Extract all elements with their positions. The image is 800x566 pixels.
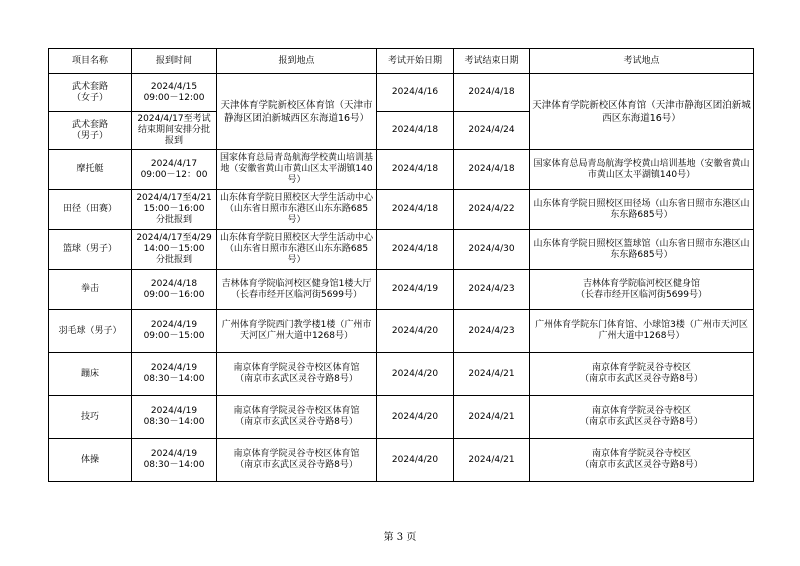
cell-project-name: 武术套路 （女子） bbox=[49, 74, 132, 112]
cell-report-time: 2024/4/19 08:30－14:00 bbox=[132, 353, 217, 396]
cell-exam-start: 2024/4/20 bbox=[377, 396, 454, 439]
cell-project-name: 技巧 bbox=[49, 396, 132, 439]
header-report-place: 报到地点 bbox=[217, 49, 377, 74]
cell-exam-place: 山东体育学院日照校区田径场（山东省日照市东港区山东东路685号） bbox=[530, 190, 754, 230]
cell-report-place: 山东体育学院日照校区大学生活动中心（山东省日照市东港区山东东路685号） bbox=[217, 190, 377, 230]
exam-schedule-table bbox=[48, 48, 754, 482]
cell-exam-place: 南京体育学院灵谷寺校区 （南京市玄武区灵谷寺路8号） bbox=[530, 439, 754, 482]
cell-exam-place: 国家体育总局青岛航海学校黄山培训基地（安徽省黄山市黄山区太平湖镇140号） bbox=[530, 150, 754, 190]
cell-exam-end: 2024/4/21 bbox=[454, 353, 530, 396]
cell-exam-start: 2024/4/19 bbox=[377, 270, 454, 310]
cell-exam-end: 2024/4/22 bbox=[454, 190, 530, 230]
cell-exam-start: 2024/4/20 bbox=[377, 310, 454, 353]
header-exam-start: 考试开始日期 bbox=[377, 49, 454, 74]
cell-exam-start: 2024/4/18 bbox=[377, 190, 454, 230]
cell-exam-start: 2024/4/16 bbox=[377, 74, 454, 112]
cell-report-time: 2024/4/19 08:30－14:00 bbox=[132, 439, 217, 482]
cell-report-time: 2024/4/19 08:30－14:00 bbox=[132, 396, 217, 439]
cell-report-time: 2024/4/18 09:00－16:00 bbox=[132, 270, 217, 310]
cell-report-time: 2024/4/17至4/21 15:00－16:00 分批报到 bbox=[132, 190, 217, 230]
table-row bbox=[49, 439, 754, 482]
cell-exam-end: 2024/4/21 bbox=[454, 439, 530, 482]
table-row bbox=[49, 396, 754, 439]
cell-project-name: 体操 bbox=[49, 439, 132, 482]
cell-report-place: 山东体育学院日照校区大学生活动中心（山东省日照市东港区山东东路685号） bbox=[217, 230, 377, 270]
cell-report-place: 广州体育学院西门教学楼1楼（广州市天河区广州大道中1268号） bbox=[217, 310, 377, 353]
table-row bbox=[49, 190, 754, 230]
cell-exam-place: 南京体育学院灵谷寺校区 （南京市玄武区灵谷寺路8号） bbox=[530, 396, 754, 439]
cell-report-place: 南京体育学院灵谷寺校区体育馆 （南京市玄武区灵谷寺路8号） bbox=[217, 396, 377, 439]
cell-project-name: 蹦床 bbox=[49, 353, 132, 396]
table-header-row bbox=[49, 49, 754, 74]
cell-exam-place: 南京体育学院灵谷寺校区 （南京市玄武区灵谷寺路8号） bbox=[530, 353, 754, 396]
page-number: 第 3 页 bbox=[383, 532, 417, 543]
cell-project-name: 羽毛球（男子） bbox=[49, 310, 132, 353]
table-row bbox=[49, 310, 754, 353]
cell-report-place: 国家体育总局青岛航海学校黄山培训基地（安徽省黄山市黄山区太平湖镇140号） bbox=[217, 150, 377, 190]
cell-exam-end: 2024/4/24 bbox=[454, 112, 530, 150]
cell-report-place: 吉林体育学院临河校区健身馆1楼大厅（长春市经开区临河街5699号） bbox=[217, 270, 377, 310]
cell-exam-end: 2024/4/23 bbox=[454, 310, 530, 353]
cell-exam-place: 广州体育学院东门体育馆、小球馆3楼（广州市天河区广州大道中1268号） bbox=[530, 310, 754, 353]
cell-report-time: 2024/4/17至4/29 14:00－15:00 分批报到 bbox=[132, 230, 217, 270]
header-project-name: 项目名称 bbox=[49, 49, 132, 74]
cell-project-name: 篮球（男子） bbox=[49, 230, 132, 270]
table-row bbox=[49, 74, 754, 112]
table-row bbox=[49, 230, 754, 270]
table-row bbox=[49, 353, 754, 396]
header-exam-end: 考试结束日期 bbox=[454, 49, 530, 74]
cell-exam-start: 2024/4/18 bbox=[377, 230, 454, 270]
header-report-time: 报到时间 bbox=[132, 49, 217, 74]
cell-exam-end: 2024/4/18 bbox=[454, 74, 530, 112]
cell-exam-start: 2024/4/20 bbox=[377, 353, 454, 396]
cell-report-time: 2024/4/15 09:00－12:00 bbox=[132, 74, 217, 112]
cell-exam-place: 山东体育学院日照校区篮球馆（山东省日照市东港区山东东路685号） bbox=[530, 230, 754, 270]
cell-report-place: 天津体育学院新校区体育馆（天津市静海区团泊新城西区东海道16号） bbox=[217, 74, 377, 150]
cell-exam-end: 2024/4/21 bbox=[454, 396, 530, 439]
cell-exam-end: 2024/4/23 bbox=[454, 270, 530, 310]
cell-exam-end: 2024/4/18 bbox=[454, 150, 530, 190]
cell-project-name: 拳击 bbox=[49, 270, 132, 310]
cell-report-time: 2024/4/17 09:00－12：00 bbox=[132, 150, 217, 190]
cell-project-name: 田径（田赛） bbox=[49, 190, 132, 230]
cell-exam-start: 2024/4/18 bbox=[377, 112, 454, 150]
cell-exam-start: 2024/4/18 bbox=[377, 150, 454, 190]
cell-report-time: 2024/4/19 09:00－15:00 bbox=[132, 310, 217, 353]
cell-report-place: 南京体育学院灵谷寺校区体育馆 （南京市玄武区灵谷寺路8号） bbox=[217, 353, 377, 396]
cell-report-time: 2024/4/17至考试结束期间安排分批报到 bbox=[132, 112, 217, 150]
cell-exam-place: 吉林体育学院临河校区健身馆 （长春市经开区临河街5699号） bbox=[530, 270, 754, 310]
cell-exam-start: 2024/4/20 bbox=[377, 439, 454, 482]
cell-project-name: 武术套路 （男子） bbox=[49, 112, 132, 150]
table-row bbox=[49, 150, 754, 190]
cell-report-place: 南京体育学院灵谷寺校区体育馆 （南京市玄武区灵谷寺路8号） bbox=[217, 439, 377, 482]
table-row bbox=[49, 270, 754, 310]
cell-project-name: 摩托艇 bbox=[49, 150, 132, 190]
header-exam-place: 考试地点 bbox=[530, 49, 754, 74]
cell-exam-end: 2024/4/30 bbox=[454, 230, 530, 270]
cell-exam-place: 天津体育学院新校区体育馆（天津市静海区团泊新城西区东海道16号） bbox=[530, 74, 754, 150]
